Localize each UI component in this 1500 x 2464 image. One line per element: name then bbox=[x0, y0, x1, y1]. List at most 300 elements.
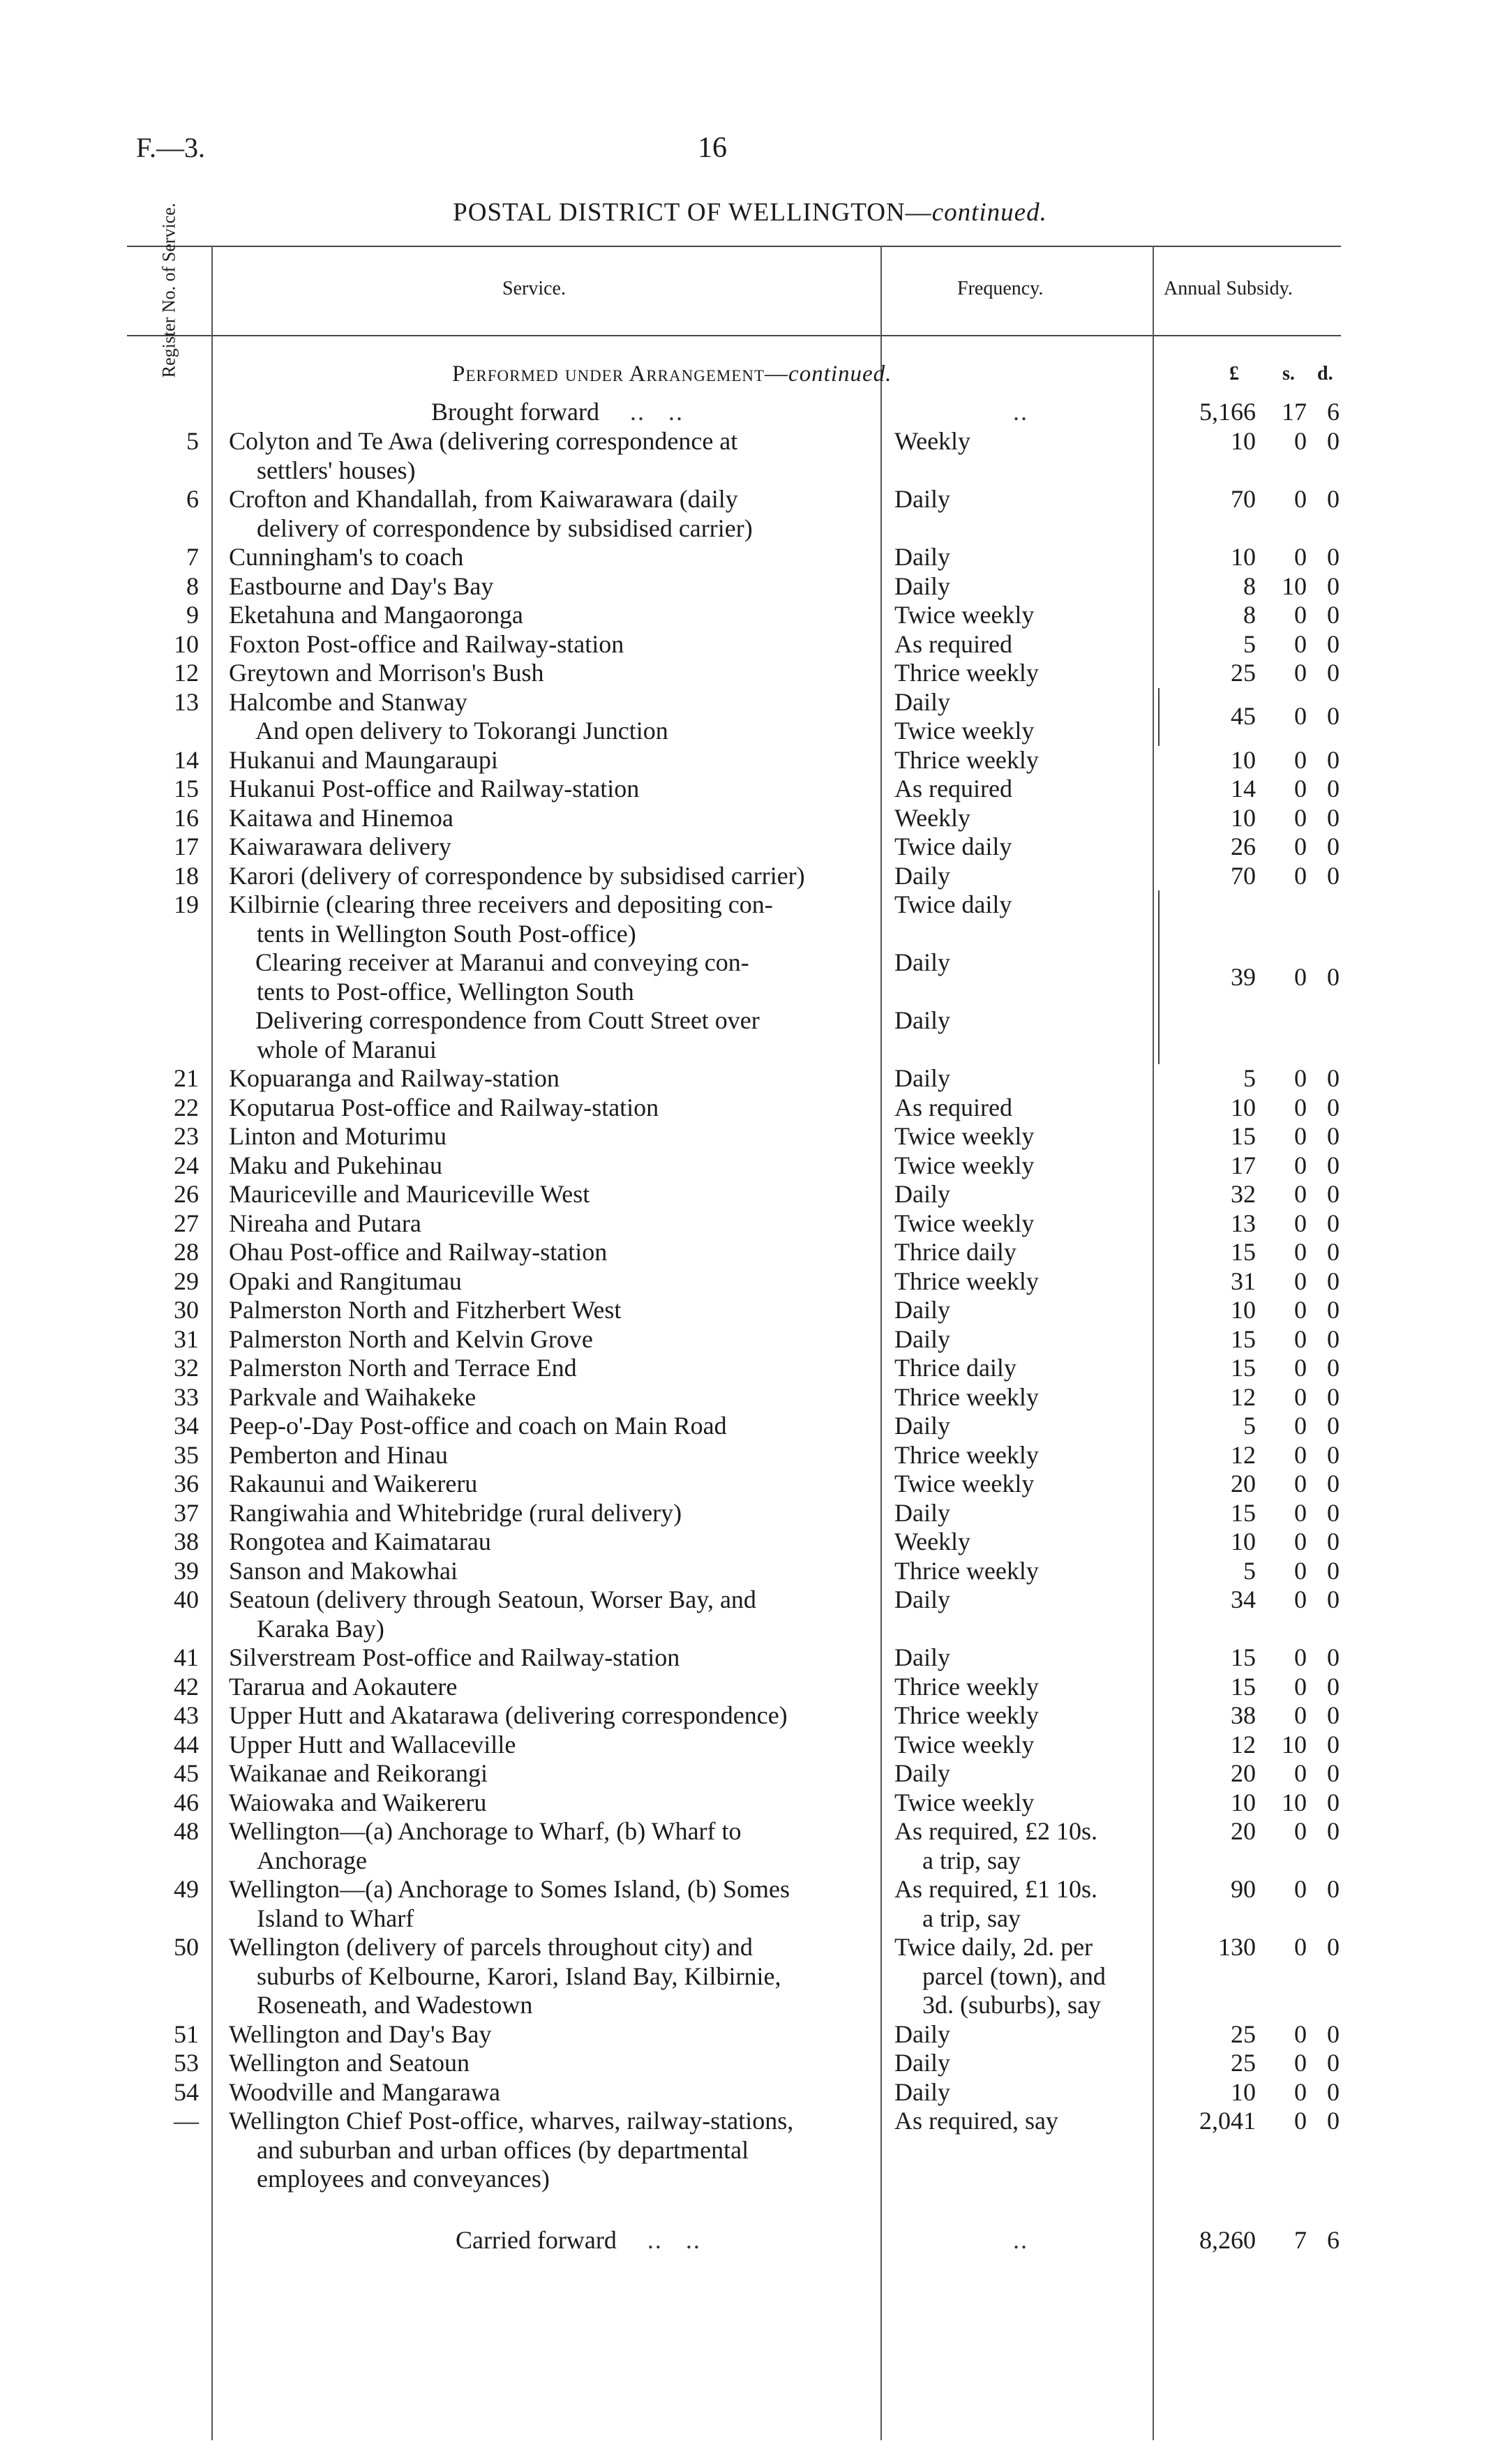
subsidy-pence: 0 bbox=[1327, 2107, 1340, 2135]
register-number: 24 bbox=[174, 1151, 199, 1179]
frequency: Twice daily bbox=[894, 832, 1012, 860]
subsidy-pence: 0 bbox=[1327, 1093, 1340, 1121]
service-description: Palmerston North and Kelvin Grove bbox=[229, 1324, 593, 1353]
brought-forward-label: Brought forward bbox=[431, 398, 599, 426]
register-number: 34 bbox=[174, 1412, 199, 1440]
service-description: Opaki and Rangitumau bbox=[229, 1267, 462, 1295]
service-description: Maku and Pukehinau bbox=[229, 1151, 442, 1179]
register-number: 14 bbox=[174, 745, 199, 774]
subsidy-pounds: 25 bbox=[1231, 2019, 1256, 2048]
subsidy-pence: 0 bbox=[1327, 832, 1340, 860]
frequency: Daily bbox=[894, 1759, 950, 1787]
register-number: 31 bbox=[174, 1324, 199, 1353]
unit-pounds: £ bbox=[1229, 363, 1239, 384]
subsidy-pounds: 17 bbox=[1231, 1151, 1256, 1179]
register-number: 17 bbox=[174, 832, 199, 860]
subsidy-shillings: 0 bbox=[1294, 1354, 1307, 1382]
subsidy-pence: 0 bbox=[1327, 427, 1340, 455]
service-description: Karori (delivery of correspondence by subsidised carrier) bbox=[229, 861, 805, 890]
subsidy-shillings: 0 bbox=[1294, 543, 1307, 571]
subsidy-pence: 0 bbox=[1327, 1440, 1340, 1469]
subsidy-shillings: 10 bbox=[1282, 1730, 1307, 1759]
subsidy-shillings: 0 bbox=[1294, 962, 1307, 991]
subsidy-pounds: 10 bbox=[1231, 427, 1256, 455]
section-heading: Performed under Arrangement—continued. bbox=[452, 361, 892, 387]
subsidy-pence: 0 bbox=[1327, 485, 1340, 513]
subsidy-pence: 0 bbox=[1327, 1180, 1340, 1208]
register-number: 53 bbox=[174, 2049, 199, 2077]
subsidy-pence: 0 bbox=[1327, 1817, 1340, 1845]
subsidy-shillings: 10 bbox=[1282, 572, 1307, 600]
unit-pence: d. bbox=[1317, 363, 1333, 384]
register-number: 29 bbox=[174, 1267, 199, 1295]
subsidy-pence: 0 bbox=[1327, 543, 1340, 571]
subsidy-pence: 0 bbox=[1327, 629, 1340, 658]
frequency: Daily bbox=[894, 1412, 950, 1440]
subsidy-pence: 0 bbox=[1327, 1875, 1340, 1903]
carried-forward-pence: 6 bbox=[1327, 2226, 1340, 2254]
service-description: Sanson and Makowhai bbox=[229, 1556, 458, 1585]
frequency: Twice weekly bbox=[894, 1209, 1035, 1237]
frequency: Twice daily Daily Daily bbox=[894, 890, 1012, 1034]
subsidy-pounds: 10 bbox=[1231, 1788, 1256, 1816]
service-description: Kilbirnie (clearing three receivers and depositing con- tents in Wellington South Post-office) Clearing receiver at Maranui and conveying con- tents to Post-office, Wellington South Delivering correspondence from Coutt Street over whole of Maranui bbox=[229, 890, 773, 1063]
subsidy-pounds: 10 bbox=[1231, 1528, 1256, 1555]
frequency: Twice weekly bbox=[894, 1788, 1035, 1816]
register-number: 45 bbox=[174, 1759, 199, 1787]
service-description: Cunningham's to coach bbox=[229, 543, 464, 571]
subsidy-pence: 0 bbox=[1327, 1382, 1340, 1411]
subsidy-pence: 0 bbox=[1327, 1701, 1340, 1729]
subsidy-pence: 0 bbox=[1327, 2019, 1340, 2048]
subsidy-pounds: 13 bbox=[1231, 1209, 1256, 1237]
subsidy-shillings: 0 bbox=[1294, 1585, 1307, 1613]
register-number: 12 bbox=[174, 659, 199, 687]
subsidy-shillings: 0 bbox=[1294, 1064, 1307, 1092]
service-description: Seatoun (delivery through Seatoun, Worser Bay, and Karaka Bay) bbox=[229, 1585, 756, 1643]
frequency: Twice weekly bbox=[894, 601, 1035, 629]
subsidy-shillings: 0 bbox=[1294, 861, 1307, 890]
subsidy-pence: 0 bbox=[1327, 1933, 1340, 1961]
service-description: Kaiwarawara delivery bbox=[229, 832, 451, 860]
register-number: 41 bbox=[174, 1643, 199, 1671]
subsidy-shillings: 0 bbox=[1294, 1238, 1307, 1266]
subsidy-shillings: 0 bbox=[1294, 2049, 1307, 2077]
district-title bbox=[0, 197, 1500, 227]
subsidy-pounds: 8 bbox=[1243, 601, 1256, 629]
frequency-column-header: Frequency. bbox=[957, 278, 1044, 299]
subsidy-pounds: 20 bbox=[1231, 1759, 1256, 1787]
brace-mark bbox=[1158, 890, 1164, 1064]
frequency: Thrice daily bbox=[894, 1238, 1017, 1266]
subsidy-pounds: 10 bbox=[1231, 543, 1256, 571]
subsidy-pence: 0 bbox=[1327, 1064, 1340, 1092]
subsidy-shillings: 0 bbox=[1294, 1296, 1307, 1324]
frequency: Thrice weekly bbox=[894, 745, 1039, 774]
subsidy-pence: 0 bbox=[1327, 1498, 1340, 1527]
frequency: Daily bbox=[894, 1180, 950, 1208]
frequency: Thrice weekly bbox=[894, 1701, 1039, 1729]
subsidy-pounds: 26 bbox=[1231, 832, 1256, 860]
service-description: Rakaunui and Waikereru bbox=[229, 1470, 478, 1498]
frequency: Daily bbox=[894, 485, 950, 513]
subsidy-pounds: 2,041 bbox=[1199, 2107, 1256, 2135]
subsidy-shillings: 0 bbox=[1294, 1440, 1307, 1469]
subsidy-pence: 0 bbox=[1327, 1470, 1340, 1498]
frequency: Thrice weekly bbox=[894, 1672, 1039, 1701]
register-number: 38 bbox=[174, 1528, 199, 1555]
register-number: 9 bbox=[186, 601, 199, 629]
frequency: Twice daily, 2d. per parcel (town), and 3d. (suburbs), say bbox=[894, 1933, 1106, 2019]
subsidy-pence: 0 bbox=[1327, 1556, 1340, 1585]
subsidy-pence: 0 bbox=[1327, 1788, 1340, 1816]
register-number: 22 bbox=[174, 1093, 199, 1121]
subsidy-pence: 0 bbox=[1327, 702, 1340, 731]
frequency: Thrice weekly bbox=[894, 1440, 1039, 1469]
frequency: Daily bbox=[894, 2019, 950, 2048]
service-description: Koputarua Post-office and Railway-station bbox=[229, 1093, 659, 1121]
header-bottom-rule bbox=[127, 335, 1341, 336]
subsidy-shillings: 0 bbox=[1294, 1324, 1307, 1353]
subsidy-shillings: 0 bbox=[1294, 659, 1307, 687]
carried-forward-pounds: 8,260 bbox=[1199, 2226, 1256, 2254]
subsidy-shillings: 0 bbox=[1294, 1759, 1307, 1787]
subsidy-pence: 0 bbox=[1327, 803, 1340, 832]
subsidy-shillings: 0 bbox=[1294, 1817, 1307, 1845]
subsidy-pounds: 39 bbox=[1231, 962, 1256, 991]
subsidy-pence: 0 bbox=[1327, 1759, 1340, 1787]
service-description: Hukanui Post-office and Railway-station bbox=[229, 775, 640, 802]
frequency: Twice weekly bbox=[894, 1122, 1035, 1150]
subsidy-pounds: 130 bbox=[1218, 1933, 1256, 1961]
service-description: Wellington Chief Post-office, wharves, railway-stations, and suburban and urban offices (by departmental employees and conveyances) bbox=[229, 2107, 794, 2193]
brought-forward-pounds: 5,166 bbox=[1199, 398, 1256, 426]
subsidy-shillings: 10 bbox=[1282, 1788, 1307, 1816]
subsidy-shillings: 0 bbox=[1294, 1498, 1307, 1527]
subsidy-pence: 0 bbox=[1327, 1238, 1340, 1266]
service-description: Silverstream Post-office and Railway-station bbox=[229, 1643, 680, 1671]
subsidy-pounds: 12 bbox=[1231, 1440, 1256, 1469]
subsidy-pence: 0 bbox=[1327, 1151, 1340, 1179]
service-description: Hukanui and Maungaraupi bbox=[229, 745, 498, 774]
document-page: F.—3. 16 POSTAL DISTRICT OF WELLINGTON—continued. Register No. of Service. Service. Frequency. Annual Subsidy. Performed under Arrangement—continued. £ s. d. Brought forward .. .. .. 5,166 17 6 5 Colyton and Te Awa (delivering correspondence at settlers' houses) Weekly 10 0 0 6 Crofton and Khandallah, from Kaiwarawara (daily delivery of correspondence by subsidised carrier) Daily 70 0 0 7 Cunningham's to coach Daily 10 0 0 8 Eastbourne and Day's Bay Daily 8 10 0 9 Eketahuna and Mangaoronga Twice weekly 8 0 0 10 Foxton Post-office and Railway-station As required 5 0 0 12 Greytown and Morrison's Bush Thrice weekly 25 0 0 13 Halcombe and Stanway And open delivery to Tokorangi Junction Daily Twice weekly 45 0 0 14 Hukanui and Maungaraupi Thrice weekly 10 0 0 15 Hukanui Post-office and Railway-station As required 14 0 0 16 Kaitawa and Hinemoa Weekly 10 0 0 17 Kaiwarawara delivery Twice daily 26 0 0 18 Karori (delivery of correspondence by subsidised carrier) Daily 70 0 0 19 Kilbirnie (clearing three receivers and depositing con- tents in Wellington South Post-office) Clearing receiver at Maranui and conveying con- tents to Post-office, Wellington South Delivering correspondence from Coutt Street over whole of Maranui Twice daily Daily Daily 39 0 0 21 Kopuaranga and Railway-station Daily 5 0 0 22 Koputarua Post-office and Railway-station As required 10 0 0 23 Linton and Moturimu Twice weekly 15 0 0 24 Maku and Pukehinau Twice weekly 17 0 0 26 Mauriceville and Mauriceville West Daily 32 0 0 27 Nireaha and Putara Twice weekly 13 0 0 28 Ohau Post-office and Railway-station Thrice daily 15 0 0 29 Opaki and Rangitumau Thrice weekly 31 0 0 30 Palmerston North and Fitzherbert West Daily 10 0 0 31 Palmerston North and Kelvin Grove Daily 15 0 0 32 Palmerston North and Terrace End Thrice daily 15 0 0 33 Parkvale and Waihakeke Thrice weekly 12 0 0 34 Peep-o'-Day Post-office and coach on Main Road Daily 5 0 0 35 Pemberton and Hinau Thrice weekly 12 0 0 36 Rakaunui and Waikereru Twice weekly 20 0 0 37 Rangiwahia and Whitebridge (rural delivery) Daily 15 0 0 38 Rongotea and Kaimatarau Weekly 10 0 0 39 Sanson and Makowhai Thrice weekly 5 0 0 40 Seatoun (delivery through Seatoun, Worser Bay, and Karaka Bay) Daily 34 0 0 41 Silverstream Post-office and Railway-station Daily 15 0 0 42 Tararua and Aokautere Thrice weekly 15 0 0 43 Upper Hutt and Akatarawa (delivering correspondence) Thrice weekly 38 0 0 44 Upper Hutt and Wallaceville Twice weekly 12 10 0 45 Waikanae and Reikorangi Daily 20 0 0 46 Waiowaka and Waikereru Twice weekly 10 10 0 48 Wellington—(a) Anchorage to Wharf, (b) Wharf to Anchorage As required, £2 10s. a trip, say 20 0 0 49 Wellington—(a) Anchorage to Somes Island, (b) Somes Island to Wharf As required, £1 10s. a trip, say 90 0 0 50 Wellington (delivery of parcels throughout city) and suburbs of Kelbourne, Karori, Island Bay, Kilbirnie, Roseneath, and Wadestown Twice daily, 2d. per parcel (town), and 3d. (suburbs), say 130 0 0 51 Wellington and Day's Bay Daily 25 0 0 53 Wellington and Seatoun Daily 25 0 0 54 Woodville and Mangarawa Daily 10 0 0 — Wellington Chief Post-office, wharves, railway-stations, and suburban and urban offices (by departmental employees and conveyances) As required, say 2,041 0 0 Carried forward .. .. .. 8,260 7 6 bbox=[0, 0, 1500, 2464]
subsidy-pounds: 45 bbox=[1231, 702, 1256, 731]
service-description: Nireaha and Putara bbox=[229, 1209, 421, 1237]
frequency: Daily bbox=[894, 1498, 950, 1527]
register-number: 40 bbox=[174, 1585, 199, 1613]
register-number: 18 bbox=[174, 861, 199, 890]
service-description: Greytown and Morrison's Bush bbox=[229, 659, 544, 687]
subsidy-pence: 0 bbox=[1327, 1296, 1340, 1324]
frequency: Daily bbox=[894, 1585, 950, 1613]
subsidy-pounds: 14 bbox=[1231, 775, 1256, 802]
service-description: Wellington—(a) Anchorage to Wharf, (b) Wharf to Anchorage bbox=[229, 1817, 742, 1874]
subsidy-pounds: 15 bbox=[1231, 1643, 1256, 1671]
subsidy-pounds: 8 bbox=[1243, 572, 1256, 600]
frequency: Daily bbox=[894, 1064, 950, 1092]
subsidy-shillings: 0 bbox=[1294, 1528, 1307, 1555]
service-description: Wellington—(a) Anchorage to Somes Island, (b) Somes Island to Wharf bbox=[229, 1875, 790, 1932]
district-title-continued: continued. bbox=[931, 198, 1047, 227]
subsidy-pounds: 10 bbox=[1231, 1093, 1256, 1121]
subsidy-pounds: 15 bbox=[1231, 1324, 1256, 1353]
subsidy-pounds: 12 bbox=[1231, 1382, 1256, 1411]
service-description: Upper Hutt and Akatarawa (delivering correspondence) bbox=[229, 1701, 788, 1729]
register-number: 37 bbox=[174, 1498, 199, 1527]
service-description: Tararua and Aokautere bbox=[229, 1672, 458, 1701]
register-number: 50 bbox=[174, 1933, 199, 1961]
frequency: Daily bbox=[894, 2049, 950, 2077]
subsidy-shillings: 0 bbox=[1294, 832, 1307, 860]
register-number: 21 bbox=[174, 1064, 199, 1092]
register-column-rule bbox=[211, 246, 213, 2440]
frequency: Daily bbox=[894, 1296, 950, 1324]
service-description: Upper Hutt and Wallaceville bbox=[229, 1730, 516, 1759]
service-description: Linton and Moturimu bbox=[229, 1122, 447, 1150]
subsidy-shillings: 0 bbox=[1294, 1672, 1307, 1701]
subsidy-pence: 0 bbox=[1327, 2049, 1340, 2077]
subsidy-pence: 0 bbox=[1327, 861, 1340, 890]
brought-forward-shillings: 17 bbox=[1282, 398, 1307, 426]
subsidy-pence: 0 bbox=[1327, 1528, 1340, 1555]
frequency: As required, £2 10s. a trip, say bbox=[894, 1817, 1097, 1874]
frequency: As required bbox=[894, 629, 1012, 658]
register-number: 5 bbox=[186, 427, 199, 455]
subsidy-shillings: 0 bbox=[1294, 1701, 1307, 1729]
subsidy-shillings: 0 bbox=[1294, 745, 1307, 774]
subsidy-shillings: 0 bbox=[1294, 803, 1307, 832]
subsidy-pounds: 70 bbox=[1231, 861, 1256, 890]
subsidy-pounds: 5 bbox=[1243, 1064, 1256, 1092]
register-number: 30 bbox=[174, 1296, 199, 1324]
subsidy-shillings: 0 bbox=[1294, 775, 1307, 802]
frequency: Weekly bbox=[894, 803, 971, 832]
subsidy-pence: 0 bbox=[1327, 572, 1340, 600]
subsidy-pence: 0 bbox=[1327, 659, 1340, 687]
subsidy-pounds: 12 bbox=[1231, 1730, 1256, 1759]
register-number: 32 bbox=[174, 1354, 199, 1382]
carried-forward-label: Carried forward bbox=[456, 2226, 617, 2254]
subsidy-column-header: Annual Subsidy. bbox=[1164, 278, 1293, 299]
subsidy-pence: 0 bbox=[1327, 1585, 1340, 1613]
register-number: 35 bbox=[174, 1440, 199, 1469]
service-description: Eketahuna and Mangaoronga bbox=[229, 601, 523, 629]
service-description: Foxton Post-office and Railway-station bbox=[229, 629, 624, 658]
paper-code: F.—3. bbox=[136, 132, 206, 163]
service-description: Palmerston North and Terrace End bbox=[229, 1354, 577, 1382]
register-number: 36 bbox=[174, 1470, 199, 1498]
service-column-header: Service. bbox=[502, 278, 566, 299]
frequency: As required, say bbox=[894, 2107, 1058, 2135]
service-description: Parkvale and Waihakeke bbox=[229, 1382, 477, 1411]
subsidy-pounds: 15 bbox=[1231, 1238, 1256, 1266]
subsidy-pence: 0 bbox=[1327, 775, 1340, 802]
service-description: Kopuaranga and Railway-station bbox=[229, 1064, 560, 1092]
register-number: 7 bbox=[186, 543, 199, 571]
subsidy-shillings: 0 bbox=[1294, 1382, 1307, 1411]
frequency: Thrice weekly bbox=[894, 1556, 1039, 1585]
register-number: 44 bbox=[174, 1730, 199, 1759]
subsidy-pounds: 5 bbox=[1243, 1556, 1256, 1585]
frequency: Daily bbox=[894, 861, 950, 890]
frequency: As required, £1 10s. a trip, say bbox=[894, 1875, 1097, 1932]
subsidy-shillings: 0 bbox=[1294, 1093, 1307, 1121]
subsidy-pounds: 15 bbox=[1231, 1672, 1256, 1701]
subsidy-pence: 0 bbox=[1327, 1267, 1340, 1295]
register-number: 19 bbox=[174, 890, 199, 918]
register-number: 27 bbox=[174, 1209, 199, 1237]
subsidy-shillings: 0 bbox=[1294, 1556, 1307, 1585]
frequency: Weekly bbox=[894, 1528, 971, 1555]
service-description: Waikanae and Reikorangi bbox=[229, 1759, 488, 1787]
register-number: 51 bbox=[174, 2019, 199, 2048]
register-number: 43 bbox=[174, 1701, 199, 1729]
service-description: Mauriceville and Mauriceville West bbox=[229, 1180, 590, 1208]
subsidy-pounds: 31 bbox=[1231, 1267, 1256, 1295]
subsidy-shillings: 0 bbox=[1294, 1412, 1307, 1440]
subsidy-pence: 0 bbox=[1327, 1672, 1340, 1701]
subsidy-pounds: 15 bbox=[1231, 1354, 1256, 1382]
service-description: Crofton and Khandallah, from Kaiwarawara (daily delivery of correspondence by subsidised carrier) bbox=[229, 485, 753, 542]
register-number: 10 bbox=[174, 629, 199, 658]
service-description: Rongotea and Kaimatarau bbox=[229, 1528, 491, 1555]
subsidy-shillings: 0 bbox=[1294, 1209, 1307, 1237]
frequency: Twice weekly bbox=[894, 1470, 1035, 1498]
frequency: Daily Twice weekly bbox=[894, 687, 1035, 745]
subsidy-pounds: 70 bbox=[1231, 485, 1256, 513]
subsidy-pounds: 10 bbox=[1231, 1296, 1256, 1324]
frequency: Daily bbox=[894, 543, 950, 571]
subsidy-shillings: 0 bbox=[1294, 2077, 1307, 2106]
subsidy-pence: 0 bbox=[1327, 1122, 1340, 1150]
register-number: 26 bbox=[174, 1180, 199, 1208]
subsidy-shillings: 0 bbox=[1294, 1180, 1307, 1208]
register-number: 8 bbox=[186, 572, 199, 600]
register-number: 33 bbox=[174, 1382, 199, 1411]
service-description: Eastbourne and Day's Bay bbox=[229, 572, 494, 600]
register-number: 49 bbox=[174, 1875, 199, 1903]
subsidy-pence: 0 bbox=[1327, 962, 1340, 991]
frequency: Daily bbox=[894, 1643, 950, 1671]
service-column-rule bbox=[880, 246, 882, 2440]
frequency: Twice weekly bbox=[894, 1151, 1035, 1179]
service-description: Wellington and Seatoun bbox=[229, 2049, 470, 2077]
frequency: Thrice daily bbox=[894, 1354, 1017, 1382]
register-number: 23 bbox=[174, 1122, 199, 1150]
frequency: Daily bbox=[894, 572, 950, 600]
header-top-rule bbox=[127, 246, 1341, 247]
subsidy-pounds: 20 bbox=[1231, 1817, 1256, 1845]
subsidy-pounds: 15 bbox=[1231, 1122, 1256, 1150]
service-description: Peep-o'-Day Post-office and coach on Main Road bbox=[229, 1412, 727, 1440]
register-number: 48 bbox=[174, 1817, 199, 1845]
frequency: Daily bbox=[894, 1324, 950, 1353]
page-number: 16 bbox=[698, 132, 727, 164]
subsidy-pounds: 32 bbox=[1231, 1180, 1256, 1208]
subsidy-pence: 0 bbox=[1327, 1324, 1340, 1353]
frequency: As required bbox=[894, 1093, 1012, 1121]
subsidy-shillings: 0 bbox=[1294, 1267, 1307, 1295]
subsidy-pence: 0 bbox=[1327, 745, 1340, 774]
subsidy-pence: 0 bbox=[1327, 1730, 1340, 1759]
register-number: 28 bbox=[174, 1238, 199, 1266]
service-description: Halcombe and Stanway And open delivery to Tokorangi Junction bbox=[229, 687, 668, 745]
subsidy-pounds: 25 bbox=[1231, 2049, 1256, 2077]
brace-mark bbox=[1158, 688, 1164, 746]
register-number: 39 bbox=[174, 1556, 199, 1585]
subsidy-pounds: 90 bbox=[1231, 1875, 1256, 1903]
subsidy-pence: 0 bbox=[1327, 1412, 1340, 1440]
service-description: Colyton and Te Awa (delivering correspondence at settlers' houses) bbox=[229, 427, 738, 484]
service-description: Waiowaka and Waikereru bbox=[229, 1788, 487, 1816]
subsidy-shillings: 0 bbox=[1294, 1470, 1307, 1498]
subsidy-pounds: 38 bbox=[1231, 1701, 1256, 1729]
service-description: Ohau Post-office and Railway-station bbox=[229, 1238, 608, 1266]
subsidy-pence: 0 bbox=[1327, 1354, 1340, 1382]
subsidy-pence: 0 bbox=[1327, 1209, 1340, 1237]
service-description: Pemberton and Hinau bbox=[229, 1440, 448, 1469]
carried-forward-shillings: 7 bbox=[1294, 2226, 1307, 2254]
subsidy-pence: 0 bbox=[1327, 2077, 1340, 2106]
subsidy-pounds: 34 bbox=[1231, 1585, 1256, 1613]
service-description: Wellington (delivery of parcels throughout city) and suburbs of Kelbourne, Karori, Island Bay, Kilbirnie, Roseneath, and Wadestown bbox=[229, 1933, 781, 2019]
register-number: 46 bbox=[174, 1788, 199, 1816]
register-number: 16 bbox=[174, 803, 199, 832]
register-column-header: Register No. of Service. bbox=[158, 202, 179, 378]
subsidy-shillings: 0 bbox=[1294, 1875, 1307, 1903]
service-description: Rangiwahia and Whitebridge (rural delivery) bbox=[229, 1498, 682, 1527]
service-description: Palmerston North and Fitzherbert West bbox=[229, 1296, 622, 1324]
frequency: Thrice weekly bbox=[894, 1267, 1039, 1295]
subsidy-shillings: 0 bbox=[1294, 1122, 1307, 1150]
register-number: 15 bbox=[174, 775, 199, 802]
subsidy-pounds: 25 bbox=[1231, 659, 1256, 687]
subsidy-pence: 0 bbox=[1327, 601, 1340, 629]
subsidy-shillings: 0 bbox=[1294, 2019, 1307, 2048]
frequency: Twice weekly bbox=[894, 1730, 1035, 1759]
subsidy-shillings: 0 bbox=[1294, 702, 1307, 731]
register-number: 6 bbox=[186, 485, 199, 513]
district-title-main: POSTAL DISTRICT OF WELLINGTON— bbox=[453, 198, 932, 227]
subsidy-shillings: 0 bbox=[1294, 427, 1307, 455]
subsidy-shillings: 0 bbox=[1294, 601, 1307, 629]
subsidy-shillings: 0 bbox=[1294, 1151, 1307, 1179]
frequency: Daily bbox=[894, 2077, 950, 2106]
brought-forward-pence: 6 bbox=[1327, 398, 1340, 426]
subsidy-pounds: 15 bbox=[1231, 1498, 1256, 1527]
frequency-column-rule bbox=[1153, 246, 1154, 2440]
subsidy-pounds: 10 bbox=[1231, 2077, 1256, 2106]
service-description: Woodville and Mangarawa bbox=[229, 2077, 500, 2106]
register-number: 13 bbox=[174, 687, 199, 716]
subsidy-shillings: 0 bbox=[1294, 485, 1307, 513]
frequency: As required bbox=[894, 775, 1012, 802]
subsidy-shillings: 0 bbox=[1294, 2107, 1307, 2135]
subsidy-pounds: 10 bbox=[1231, 803, 1256, 832]
service-description: Kaitawa and Hinemoa bbox=[229, 803, 453, 832]
subsidy-shillings: 0 bbox=[1294, 1643, 1307, 1671]
subsidy-pounds: 5 bbox=[1243, 1412, 1256, 1440]
subsidy-pounds: 10 bbox=[1231, 745, 1256, 774]
service-description: Wellington and Day's Bay bbox=[229, 2019, 492, 2048]
register-number: 42 bbox=[174, 1672, 199, 1701]
subsidy-pence: 0 bbox=[1327, 1643, 1340, 1671]
subsidy-shillings: 0 bbox=[1294, 1933, 1307, 1961]
subsidy-pounds: 5 bbox=[1243, 629, 1256, 658]
frequency: Thrice weekly bbox=[894, 1382, 1039, 1411]
frequency: Thrice weekly bbox=[894, 659, 1039, 687]
subsidy-pounds: 20 bbox=[1231, 1470, 1256, 1498]
